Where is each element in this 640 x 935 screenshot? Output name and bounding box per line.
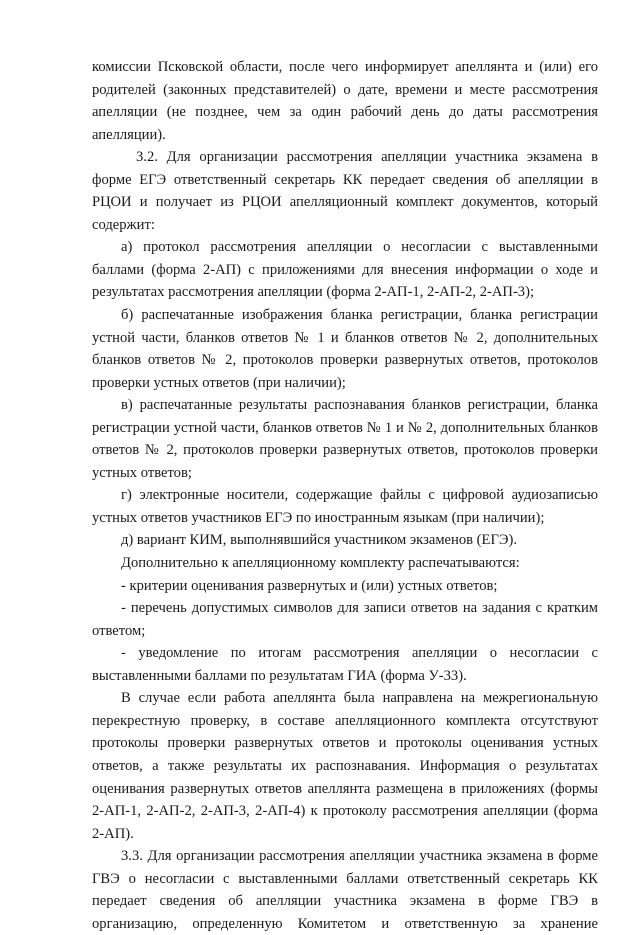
paragraph-cross-check: В случае если работа апеллянта была направлена на межрегиональную перекрестную проверку, в составе апелляционного комплекта отсутствуют протоколы проверки развернутых ответов и протоколы оценивания устных ответов, а также результаты их распознавания. Информация о результатах оценивания развернутых ответов апеллянта размещена в приложениях (формы 2-АП-1, 2-АП-2, 2-АП-3, 2-АП-4) к протоколу рассмотрения апелляции (форма 2-АП). — [92, 690, 598, 842]
list-item-b: б) распечатанные изображения бланка регистрации, бланка регистрации устной части, бланков ответов № 1 и бланков ответов № 2, дополнительных бланков ответов № 2, протоколов проверки развернутых ответов, протоколов проверки устных ответов (при наличии); — [92, 307, 598, 391]
additional-item-symbols: - перечень допустимых символов для записи ответов на задания с кратким ответом; — [92, 600, 598, 639]
additional-item-criteria: - критерии оценивания развернутых и (или) устных ответов; — [121, 577, 498, 594]
list-item-a: а) протокол рассмотрения апелляции о несогласии с выставленными баллами (форма 2-АП) с приложениями для внесения информации о ходе и результатах рассмотрения апелляции (форма 2-АП-1, 2-АП-2, 2-АП-3); — [92, 239, 598, 301]
paragraph-3-2: 3.2. Для организации рассмотрения апелляции участника экзамена в форме ЕГЭ ответственный секретарь КК передает сведения об апелляции в РЦОИ и получает из РЦОИ апелляционный комплект документов, который содержит: — [92, 149, 598, 233]
additional-intro: Дополнительно к апелляционному комплекту распечатываются: — [121, 555, 520, 572]
list-item-g: г) электронные носители, содержащие файлы с цифровой аудиозаписью устных ответов участников ЕГЭ по иностранным языкам (при наличии); — [92, 487, 598, 526]
paragraph-continuation: комиссии Псковской области, после чего информирует апеллянта и (или) его родителей (законных представителей) о дате, времени и месте рассмотрения апелляции (не позднее, чем за один рабочий день до даты рассмотрения апелляции). — [92, 59, 598, 143]
additional-item-notice: - уведомление по итогам рассмотрения апелляции о несогласии с выставленными баллами по результатам ГИА (форма У-33). — [92, 645, 598, 684]
document-page — [92, 56, 598, 935]
list-item-d: д) вариант КИМ, выполнявшийся участником экзаменов (ЕГЭ). — [121, 532, 518, 549]
list-item-v: в) распечатанные результаты распознавания бланков регистрации, бланка регистрации устной части, бланков ответов № 1 и № 2, дополнительных бланков ответов № 2, протоколов проверки развернутых ответов, протоколов проверки устных ответов; — [92, 397, 598, 481]
paragraph-3-3: 3.3. Для организации рассмотрения апелляции участника экзамена в форме ГВЭ о несогласии с выставленными баллами ответственный секретарь КК передает сведения об апелляции участника экзамена в форме ГВЭ в организацию, определенную Комитетом и ответственную за хранение — [92, 848, 598, 932]
